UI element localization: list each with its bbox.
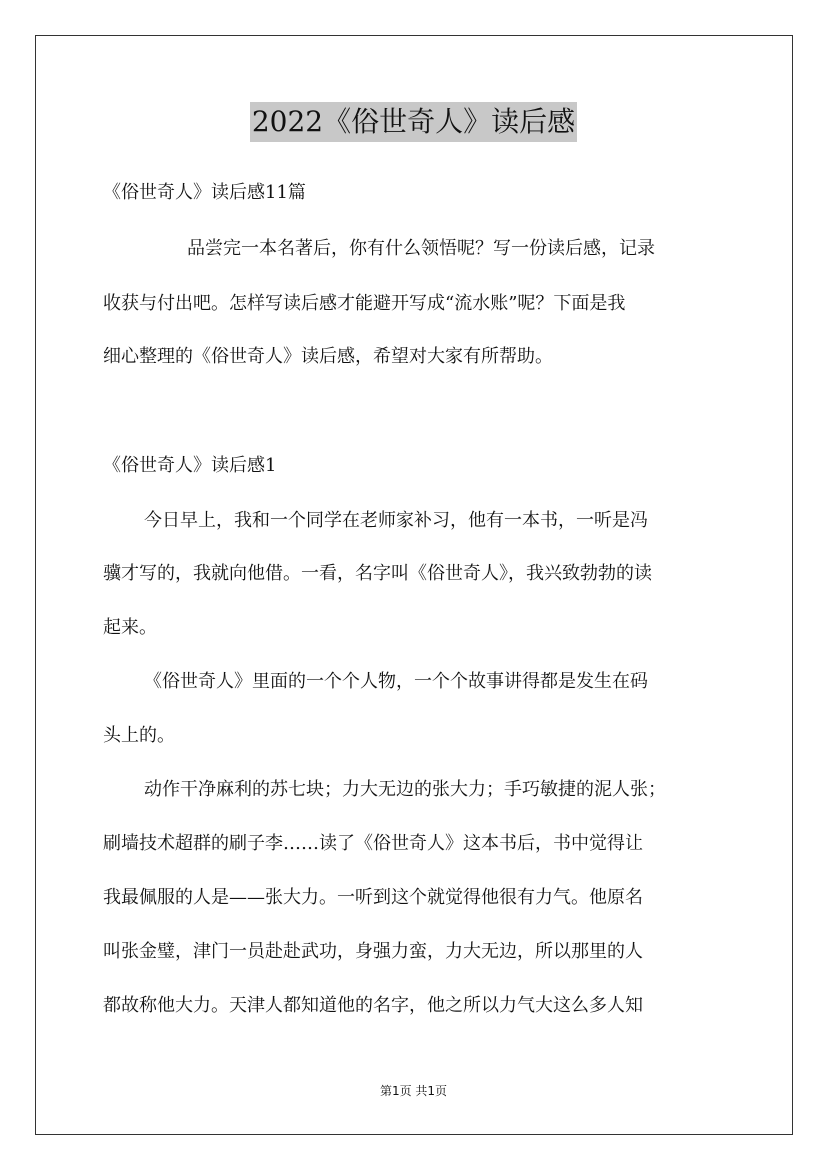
- intro-line-1: 品尝完一本名著后，你有什么领悟呢？写一份读后感，记录: [187, 238, 655, 259]
- document-subtitle: 《俗世奇人》读后感11篇: [103, 182, 306, 203]
- intro-line-3: 细心整理的《俗世奇人》读后感，希望对大家有所帮助。: [103, 346, 553, 367]
- body-line-4: 《俗世奇人》里面的一个个人物，一个个故事讲得都是发生在码: [144, 671, 648, 692]
- body-line-9: 叫张金璧，津门一员赴赴武功，身强力蛮，力大无边，所以那里的人: [103, 941, 643, 962]
- page-footer: 第1页 共1页: [379, 1084, 448, 1098]
- body-line-3: 起来。: [103, 617, 157, 638]
- body-line-1: 今日早上，我和一个同学在老师家补习，他有一本书，一听是冯: [144, 510, 648, 531]
- title-container: [0, 102, 827, 142]
- document-title: 2022《俗世奇人》读后感: [250, 102, 577, 142]
- body-line-6: 动作干净麻利的苏七块；力大无边的张大力；手巧敏捷的泥人张；: [144, 779, 666, 800]
- body-line-7: 刷墙技术超群的刷子李……读了《俗世奇人》这本书后，书中觉得让: [103, 833, 643, 854]
- section-heading: 《俗世奇人》读后感1: [103, 455, 277, 476]
- body-line-5: 头上的。: [103, 725, 175, 746]
- intro-line-2: 收获与付出吧。怎样写读后感才能避开写成“流水账”呢？下面是我: [103, 293, 626, 314]
- body-line-10: 都故称他大力。天津人都知道他的名字，他之所以力气大这么多人知: [103, 995, 643, 1016]
- body-line-8: 我最佩服的人是——张大力。一听到这个就觉得他很有力气。他原名: [103, 887, 643, 908]
- body-line-2: 骥才写的，我就向他借。一看，名字叫《俗世奇人》，我兴致勃勃的读: [103, 563, 652, 584]
